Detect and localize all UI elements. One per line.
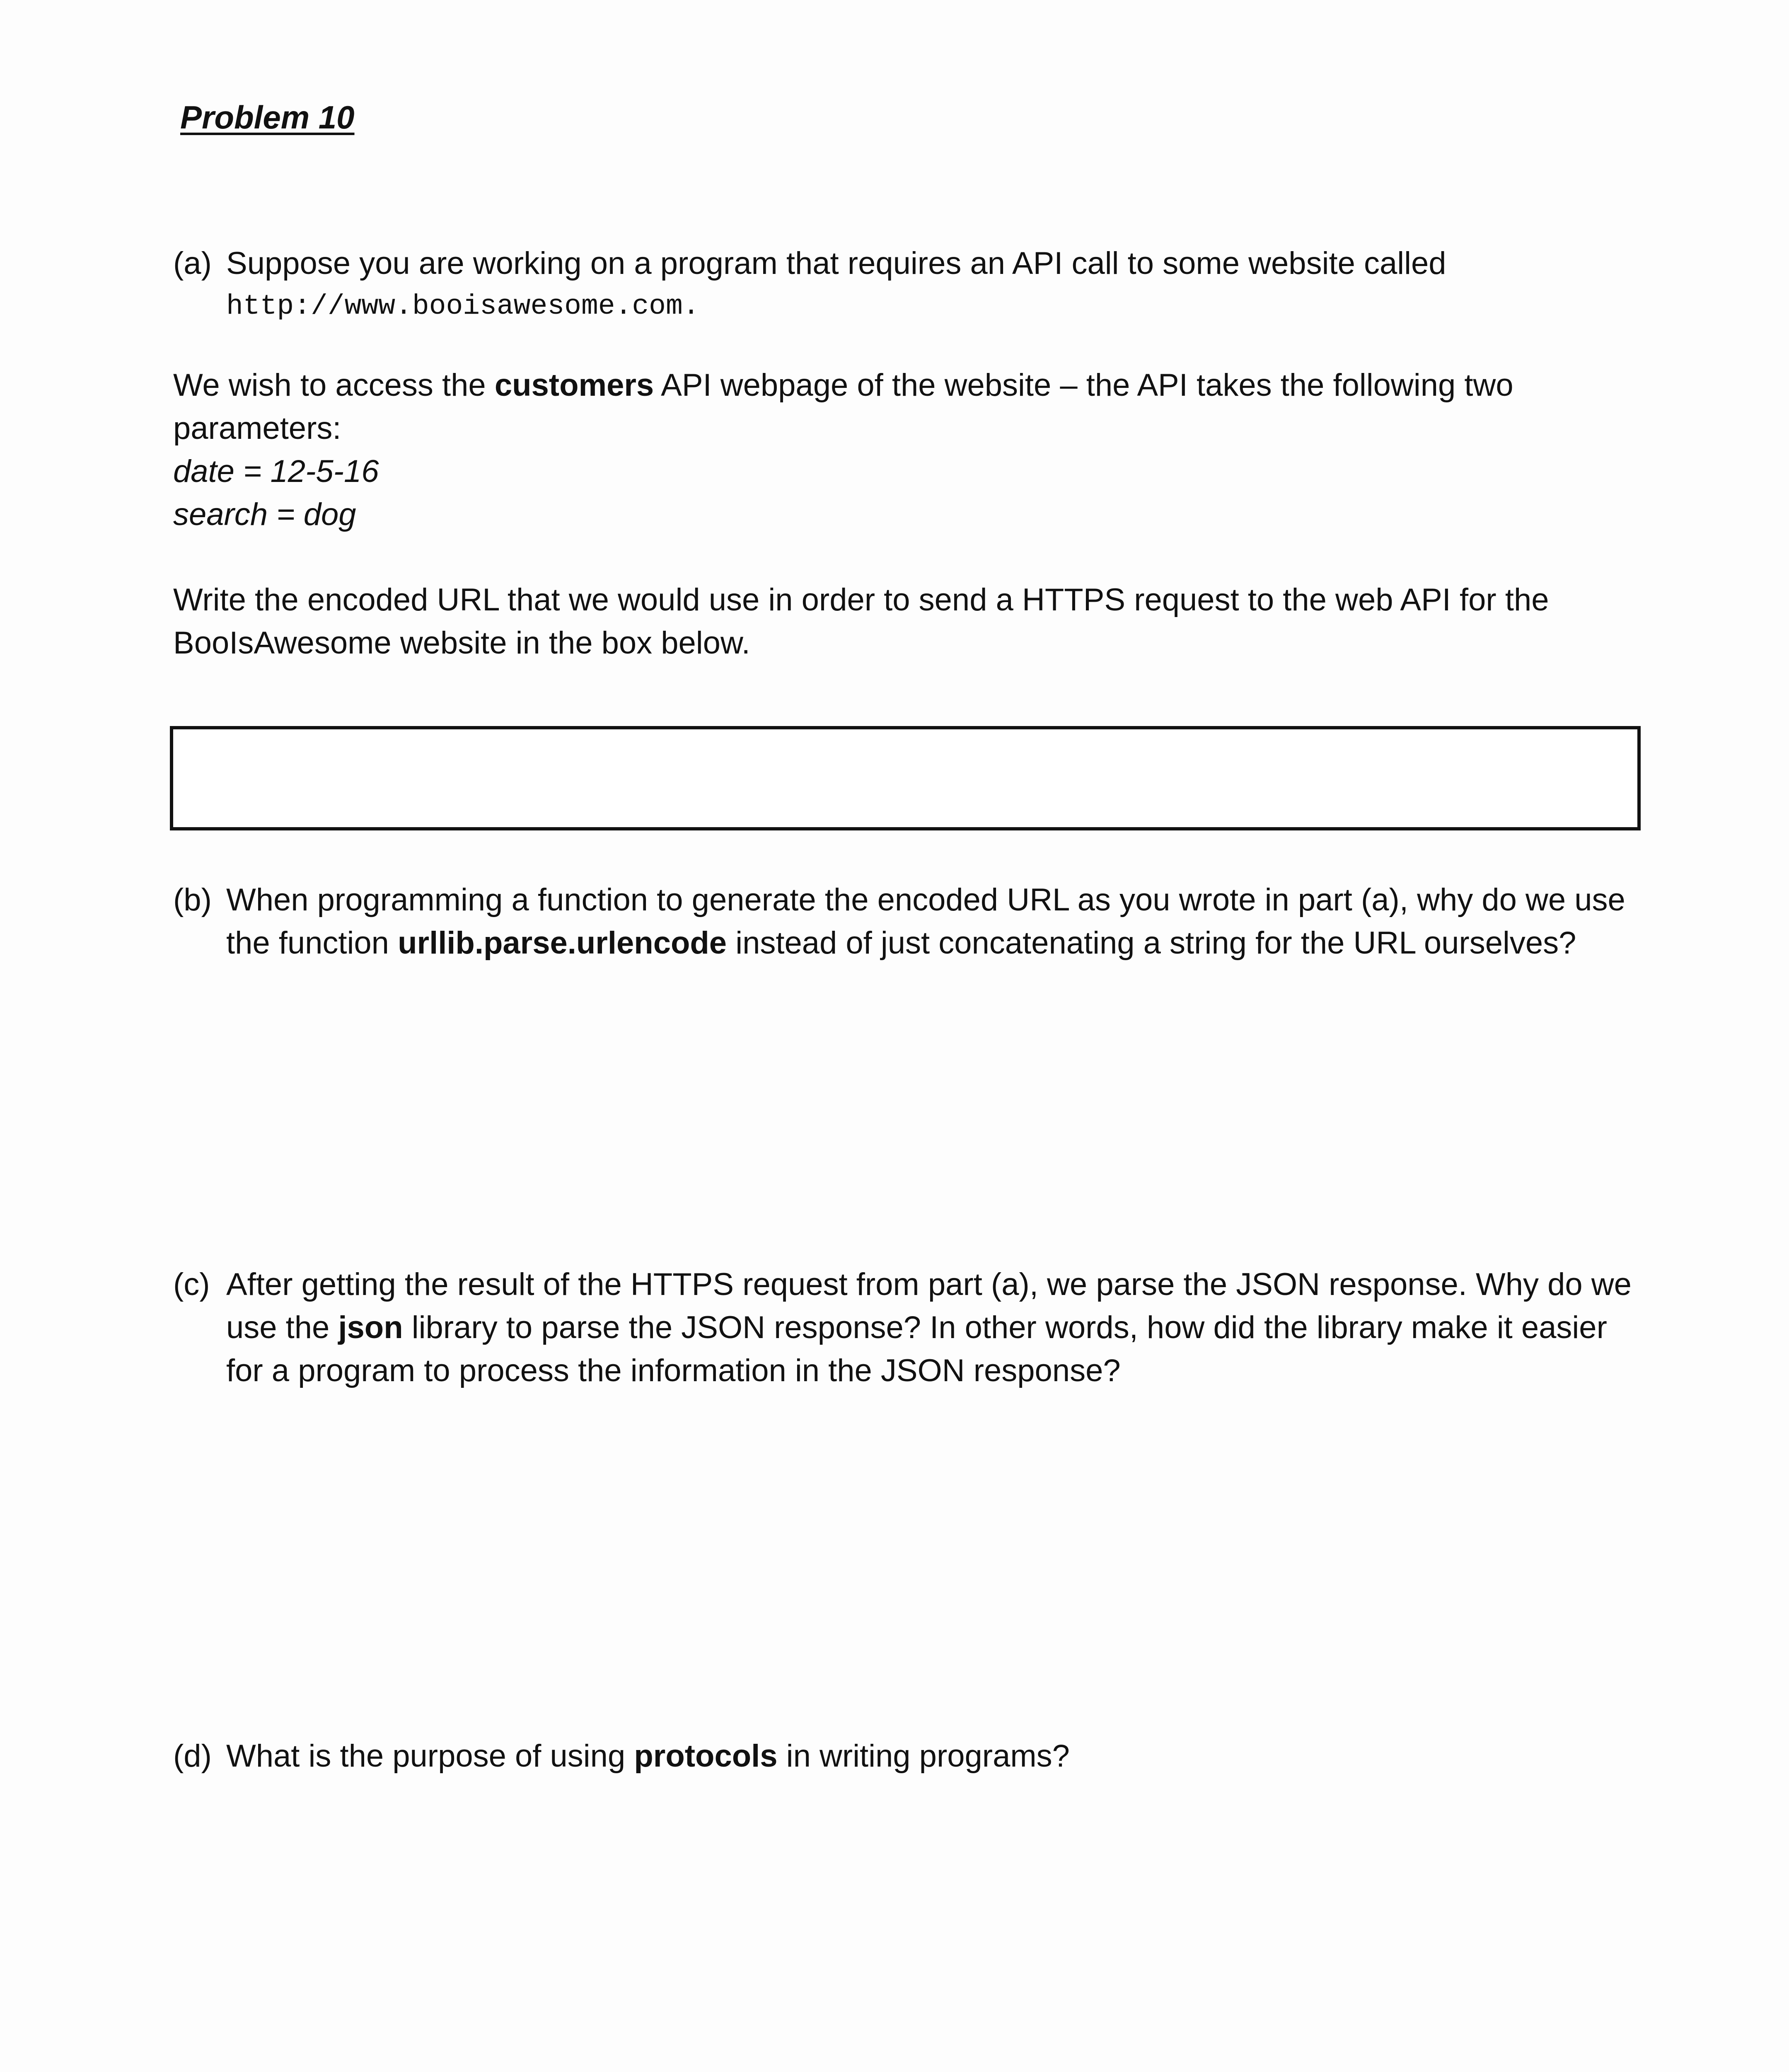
question-c-line2: use the json library to parse the JSON response? In other words, how did the library make it easier <box>226 1310 1607 1345</box>
question-b-label: (b) <box>173 882 212 917</box>
param-date: date = 12-5-16 <box>173 454 379 489</box>
question-c <box>173 1263 1768 1396</box>
api-description-line1: We wish to access the customers API webpage of the website – the API takes the following two <box>173 368 1513 403</box>
question-b-text <box>226 879 1625 965</box>
question-c-line3: for a program to process the information in the JSON response? <box>226 1353 1121 1388</box>
instruction-line2: BooIsAwesome website in the box below. <box>173 625 750 661</box>
protocols-term: protocols <box>634 1738 778 1774</box>
question-b-line1: When programming a function to generate the encoded URL as you wrote in part (a), why do we use <box>226 882 1625 917</box>
question-d <box>173 1735 1416 1780</box>
question-c-label: (c) <box>173 1267 210 1302</box>
json-term: json <box>338 1310 403 1345</box>
api-description-line2: parameters: <box>173 411 341 446</box>
question-a-line1: Suppose you are working on a program that requires an API call to some website called <box>226 246 1446 281</box>
question-d-text: What is the purpose of using protocols in writing programs? <box>226 1738 1070 1774</box>
instruction-text <box>173 579 1549 665</box>
urlencode-term: urllib.parse.urlencode <box>398 925 727 961</box>
question-c-line1: After getting the result of the HTTPS request from part (a), we parse the JSON response. Why do we <box>226 1267 1632 1302</box>
question-a <box>173 242 1706 333</box>
question-b <box>173 879 1768 970</box>
question-b-line2: the function urllib.parse.urlencode instead of just concatenating a string for the URL ourselves? <box>226 925 1576 961</box>
customers-term: customers <box>494 368 654 403</box>
instruction-line1: Write the encoded URL that we would use in order to send a HTTPS request to the web API for the <box>173 582 1549 617</box>
problem-title: Problem 10 <box>180 99 355 136</box>
question-a-text <box>226 242 1446 328</box>
question-d-label: (d) <box>173 1738 212 1774</box>
url-answer-box[interactable] <box>170 726 1641 830</box>
param-search: search = dog <box>173 497 356 532</box>
api-url: http://www.booisawesome.com. <box>226 290 700 322</box>
question-c-text <box>226 1263 1632 1392</box>
question-a-label: (a) <box>173 246 212 281</box>
api-description <box>173 364 1513 536</box>
